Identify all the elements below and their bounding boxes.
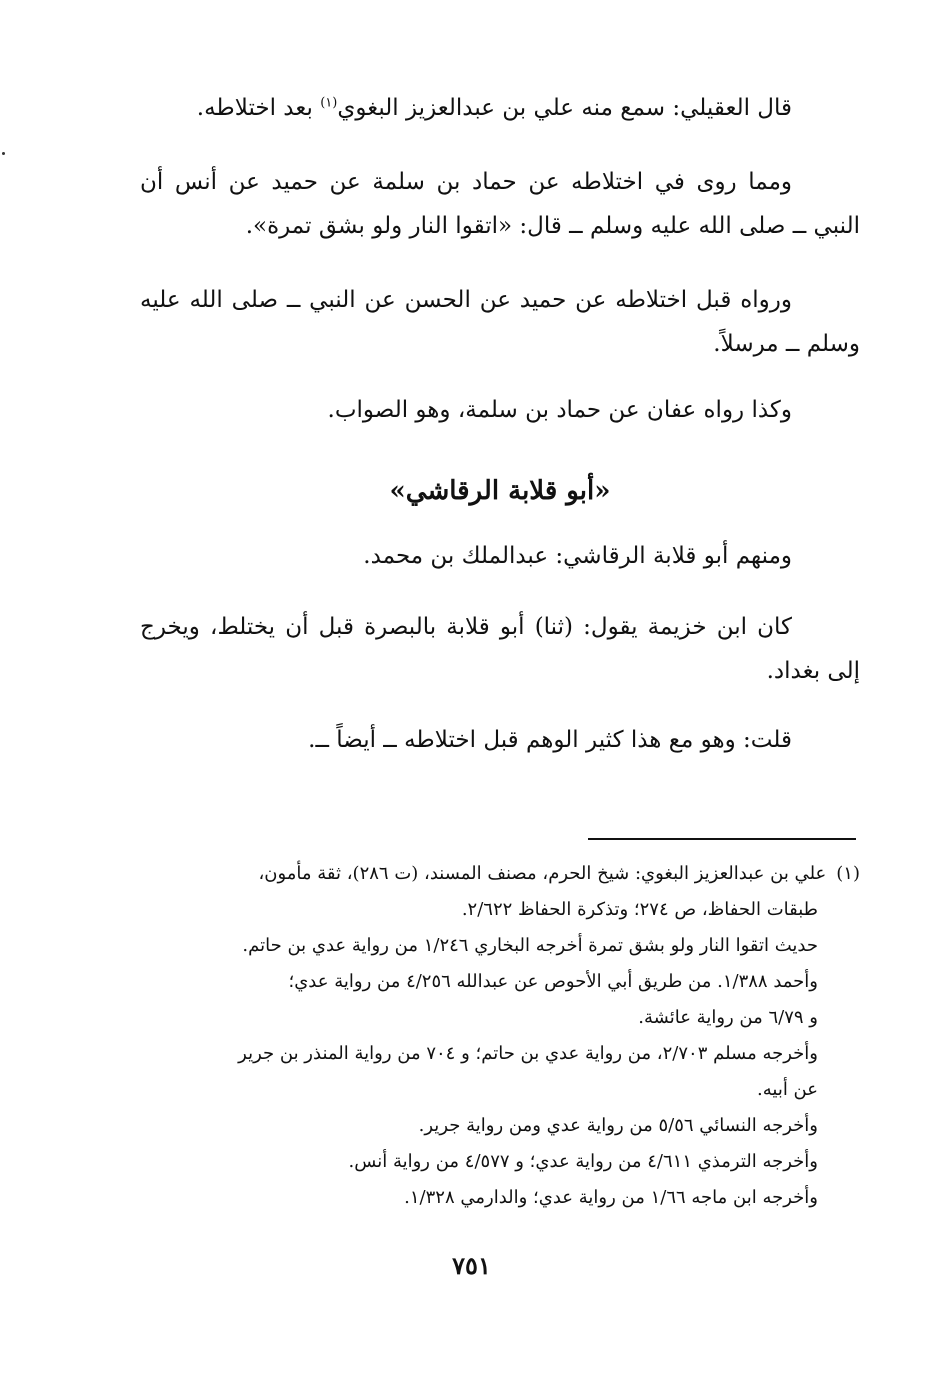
paragraph-aqili [140, 86, 860, 130]
footnote-line: وأخرجه النسائي ٥/٥٦ من رواية عدي ومن رواية جرير. [418, 1115, 818, 1136]
footnote-text: علي بن عبدالعزيز البغوي: شيخ الحرم، مصنف المسند، (ت ٢٨٦)، ثقة مأمون، [258, 863, 827, 884]
footnote-line: وأحمد ١/٣٨٨. من طريق أبي الأحوص عن عبدالله ٤/٢٥٦ من رواية عدي؛ [288, 971, 818, 992]
section-heading: «أبو قلابة الرقاشي» [389, 476, 611, 506]
footnote-divider [588, 838, 856, 840]
footnote-line: وأخرجه مسلم ٢/٧٠٣، من رواية عدي بن حاتم؛ و ٧٠٤ من رواية المنذر بن جرير [238, 1043, 818, 1064]
page-number: ٧٥١ [452, 1251, 491, 1280]
paragraph-aqili-end: بعد اختلاطه. [196, 95, 321, 121]
footnote-number: (١) [836, 863, 860, 884]
paragraph-mursal: ورواه قبل اختلاطه عن حميد عن الحسن عن النبي ــ صلى الله عليه وسلم ــ مرسلاً. [140, 287, 860, 357]
margin-mark [2, 152, 5, 155]
footnotes-section [150, 856, 860, 1216]
footnote-line: عن أبيه. [757, 1079, 818, 1100]
footnote-line: طبقات الحفاظ، ص ٢٧٤؛ وتذكرة الحفاظ ٢/٦٢٢. [461, 899, 818, 920]
footnote-line [150, 856, 860, 892]
paragraph-narration: ومما روى في اختلاطه عن حماد بن سلمة عن حميد عن أنس أن النبي ــ صلى الله عليه وسلم ــ قال: «اتقوا النار ولو بشق تمرة». [140, 169, 860, 239]
footnote-reference: (١) [320, 95, 338, 111]
footnote-line: وأخرجه ابن ماجه ١/٦٦ من رواية عدي؛ والدارمي ١/٣٢٨. [404, 1187, 818, 1208]
paragraph-comment: قلت: وهو مع هذا كثير الوهم قبل اختلاطه ــ أيضاً ــ. [308, 727, 792, 753]
paragraph-abu-qilaba: ومنهم أبو قلابة الرقاشي: عبدالملك بن محمد. [363, 543, 792, 569]
paragraph-affan: وكذا رواه عفان عن حماد بن سلمة، وهو الصواب. [327, 397, 792, 423]
paragraph-aqili-text: قال العقيلي: سمع منه علي بن عبدالعزيز البغوي [337, 95, 792, 121]
paragraph-ibn-khuzayma: كان ابن خزيمة يقول: (ثنا) أبو قلابة بالبصرة قبل أن يختلط، ويخرج إلى بغداد. [140, 614, 860, 684]
footnote-line: و ٦/٧٩ من رواية عائشة. [638, 1007, 818, 1028]
footnote-line: حديث اتقوا النار ولو بشق تمرة أخرجه البخاري ١/٢٤٦ من رواية عدي بن حاتم. [242, 935, 818, 956]
footnote-line: وأخرجه الترمذي ٤/٦١١ من رواية عدي؛ و ٤/٥٧٧ من رواية أنس. [348, 1151, 818, 1172]
